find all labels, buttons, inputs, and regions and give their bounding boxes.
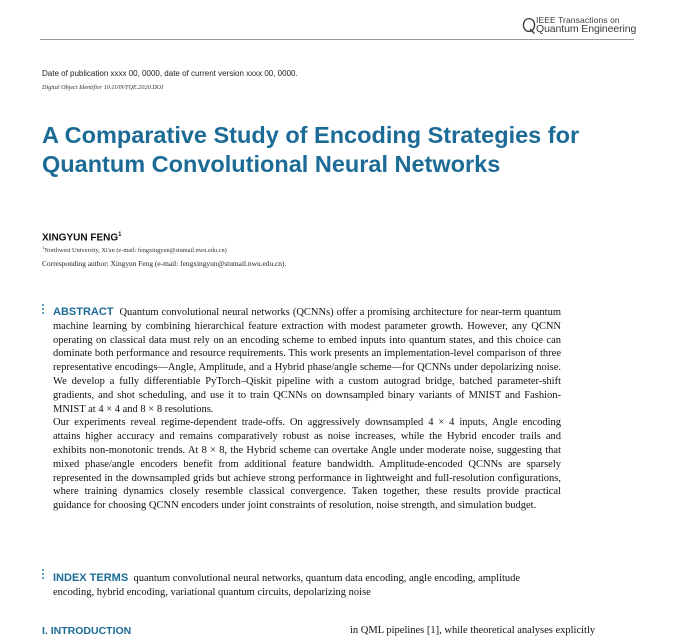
abstract-text-and: and: [119, 403, 141, 415]
abstract-text-2b: inputs, Angle encoding attains higher accuracy and remains comparatively robust as noise increases, while the Hybrid encoder trails and exhibits non-monotonic trends. At: [53, 417, 561, 456]
abstract-dots-icon: [42, 304, 46, 315]
author-name: [42, 232, 121, 243]
author-name-text: XINGYUN FENG: [42, 232, 119, 244]
index-terms-label: INDEX TERMS: [53, 572, 129, 584]
abstract-label: ABSTRACT: [53, 306, 114, 318]
math-resolution-4x4-b: 4 × 4: [428, 417, 455, 429]
index-terms-dots-icon: [42, 569, 46, 580]
publication-date: Date of publication xxxx 00, 0000, date of current version xxxx 00, 0000.: [42, 69, 298, 78]
corresponding-author: Corresponding author: Xingyun Feng (e-mail: fengxingyun@stumail.nwu.edu.cn).: [42, 259, 287, 268]
index-terms: [53, 571, 561, 600]
journal-logo: [522, 14, 637, 36]
index-terms-text: quantum convolutional neural networks, quantum data encoding, angle encoding, amplitude encoding, hybrid encoding, variational quantum circuits, depolarizing noise: [53, 573, 521, 598]
math-resolution-8x8-b: 8 × 8: [201, 444, 225, 456]
journal-name-line2: Quantum Engineering: [536, 23, 637, 35]
header-rule: [40, 39, 634, 40]
doi-line: Digital Object Identifier 10.1109/TQE.2020.DOI: [42, 84, 164, 91]
author-superscript: 1: [118, 232, 122, 238]
abstract-text-2c: , the Hybrid scheme can overtake Angle under moderate noise, suggesting that mixed phase/angle encoders benefit from additional feature bandwidth. Amplitude-encoded QCNNs are sparsely represented in the downsampled grids but achieve strong performance in lightweight and full-resolution configurations, where training dynamics closely resemble classical convergence. Taken together, these results provide practical guidance for choosing QCNN encoders under joint constraints of resolution, noise strength, and simulation budget.: [53, 444, 562, 512]
math-resolution-4x4: 4 × 4: [98, 403, 120, 415]
abstract-paragraph-1: [53, 306, 561, 416]
abstract-text-1-end: resolutions.: [162, 403, 214, 415]
quantum-q-logo-icon: [522, 17, 536, 34]
abstract-text-2a: Our experiments reveal regime-dependent trade-offs. On aggressively downsampled: [53, 417, 429, 429]
math-resolution-8x8: 8 × 8: [140, 403, 163, 415]
section-heading-introduction: I. INTRODUCTION: [42, 625, 132, 637]
abstract: [53, 306, 561, 513]
journal-name-line1: IEEE Transactions on: [536, 15, 620, 25]
abstract-paragraph-2: [53, 416, 561, 513]
author-affiliation: [42, 245, 227, 254]
second-column-text: in QML pipelines [1], while theoretical analyses explicitly: [350, 625, 596, 636]
affiliation-text: Northwest University, Xi'an (e-mail: fengxingyun@stumail.nwu.edu.cn): [44, 247, 227, 255]
paper-title: A Comparative Study of Encoding Strategies for Quantum Convolutional Neural Networks: [42, 122, 580, 177]
abstract-text-1: Quantum convolutional neural networks (QCNNs) offer a promising architecture for near-term quantum machine learning by combining hierarchical feature extraction with modest parameter growth. However, any QCNN operating on classical data must rely on an encoding scheme to embed inputs into quantum states, and this choice can dominate both performance and resource requirements. This work presents an implementation-level comparison of three representative encodings—Angle, Amplitude, and a Hybrid phase/angle scheme—for QCNNs under depolarizing noise. We develop a fully differentiable PyTorch–Qiskit pipeline with a custom autograd bridge, batched parameter-shift gradients, and shot scheduling, and use it to train QCNNs on downsampled binary variants of MNIST and Fashion-MNIST at: [53, 307, 562, 415]
affiliation-superscript: 1: [42, 245, 45, 250]
